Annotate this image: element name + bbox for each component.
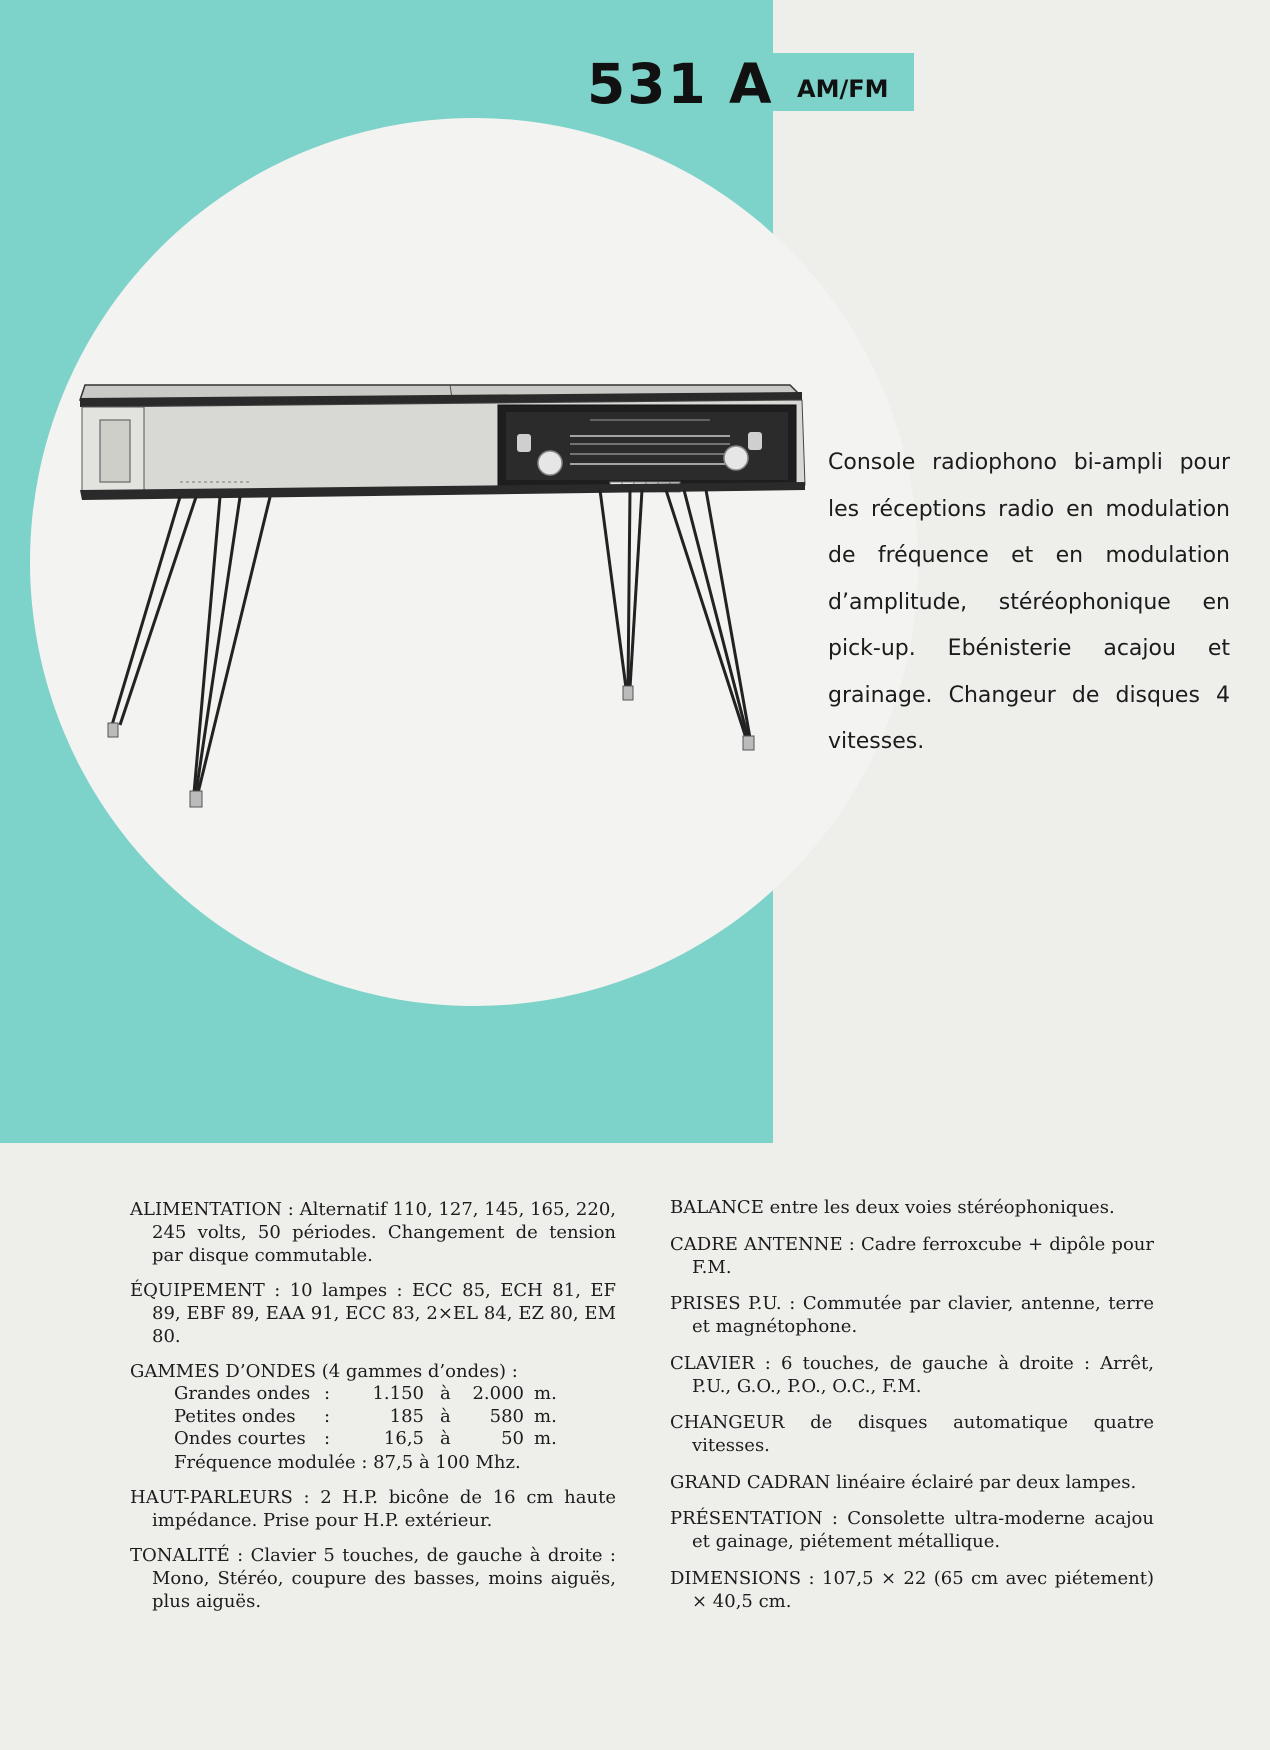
spec-tonalite — [130, 1544, 616, 1613]
band-label: AM/FM — [797, 75, 889, 103]
specs-right-column — [670, 1196, 1154, 1626]
spec-cadre-antenne — [670, 1233, 1154, 1279]
spec-changeur — [670, 1411, 1154, 1457]
wave-unit: m. — [534, 1383, 557, 1404]
spec-presentation — [670, 1507, 1154, 1553]
spec-label: CHANGEUR — [670, 1412, 785, 1433]
spec-text: 107,5 × 22 (65 cm avec piétement) × 40,5 cm. — [692, 1567, 1154, 1612]
wave-from: 16,5 — [383, 1428, 424, 1449]
spec-gammes — [130, 1360, 616, 1474]
wave-sep: : — [324, 1428, 331, 1449]
wave-range-table — [174, 1383, 557, 1451]
spec-grand-cadran — [670, 1471, 1154, 1494]
wave-a: à — [440, 1405, 451, 1427]
spec-label: GRAND CADRAN — [670, 1471, 831, 1493]
wave-unit: m. — [534, 1428, 557, 1449]
spec-equipement — [130, 1279, 616, 1348]
console-photo — [70, 370, 810, 890]
spec-label: HAUT-PARLEURS : — [130, 1486, 310, 1508]
spec-text: entre les deux voies stéréophoniques. — [769, 1197, 1115, 1218]
wave-to: 50 — [501, 1428, 524, 1449]
model-number: 531 A — [587, 52, 774, 116]
spec-text: Consolette ultra-moderne acajou et gainage, piétement métallique. — [692, 1508, 1154, 1552]
wave-a: à — [440, 1428, 451, 1449]
spec-alimentation — [130, 1198, 616, 1267]
wave-sep: : — [324, 1405, 331, 1427]
spec-text: Commutée par clavier, antenne, terre et magnétophone. — [692, 1293, 1155, 1337]
spec-clavier — [670, 1352, 1154, 1398]
spec-text: Cadre ferroxcube + dipôle pour F.M. — [692, 1233, 1154, 1278]
spec-text: 6 touches, de gauche à droite : Arrêt, P.U., G.O., P.O., O.C., F.M. — [692, 1352, 1154, 1397]
wave-to: 2.000 — [472, 1383, 524, 1404]
table-row — [174, 1428, 557, 1451]
spec-label: PRÉSENTATION : — [670, 1508, 838, 1529]
spec-label: GAMMES D’ONDES (4 gammes d’ondes) : — [130, 1361, 518, 1382]
spec-balance — [670, 1196, 1154, 1219]
wave-name: Ondes courtes — [174, 1428, 306, 1449]
spec-label: ALIMENTATION : — [130, 1199, 294, 1220]
spec-prises — [670, 1292, 1154, 1338]
spec-text: Alternatif 110, 127, 145, 165, 220, 245 volts, 50 périodes. Changement de tension par disque commutable. — [152, 1199, 616, 1266]
fm-range: Fréquence modulée : 87,5 à 100 Mhz. — [174, 1451, 521, 1473]
spec-text: Clavier 5 touches, de gauche à droite : Mono, Stéréo, coupure des basses, moins aiguës, plus aiguës. — [152, 1544, 616, 1612]
spec-haut-parleurs — [130, 1486, 616, 1532]
spec-text: de disques automatique quatre vitesses. — [692, 1412, 1154, 1456]
wave-unit: m. — [534, 1405, 557, 1427]
wave-from: 185 — [389, 1405, 424, 1427]
specs-left-column — [130, 1198, 616, 1625]
spec-label: CLAVIER : — [670, 1352, 771, 1374]
table-row — [174, 1406, 557, 1429]
wave-from: 1.150 — [372, 1383, 424, 1404]
product-description: Console radiophono bi-ampli pour les réceptions radio en modulation de fréquence et en modulation d’amplitude, stéréophonique en pick-up. Ebénisterie acajou et grainage. Changeur de disques 4 vitesses. — [828, 450, 1230, 754]
wave-a: à — [440, 1383, 451, 1404]
spec-label: CADRE ANTENNE : — [670, 1233, 855, 1255]
spec-label: ÉQUIPEMENT : — [130, 1280, 281, 1301]
wave-sep: : — [324, 1383, 331, 1404]
spec-text: 10 lampes : ECC 85, ECH 81, EF 89, EBF 89, EAA 91, ECC 83, 2×EL 84, EZ 80, EM 80. — [152, 1280, 616, 1347]
wave-to: 580 — [489, 1405, 524, 1427]
wave-name: Petites ondes — [174, 1405, 296, 1427]
spec-text: 2 H.P. bicône de 16 cm haute impédance. Prise pour H.P. extérieur. — [152, 1486, 616, 1531]
spec-label: BALANCE — [670, 1197, 764, 1218]
wave-name: Grandes ondes — [174, 1383, 311, 1404]
spec-label: TONALITÉ : — [130, 1544, 244, 1566]
spec-dimensions — [670, 1567, 1154, 1613]
spec-label: PRISES P.U. : — [670, 1293, 796, 1314]
table-row — [174, 1383, 557, 1406]
spec-text: linéaire éclairé par deux lampes. — [836, 1471, 1137, 1493]
spec-label: DIMENSIONS : — [670, 1567, 815, 1589]
